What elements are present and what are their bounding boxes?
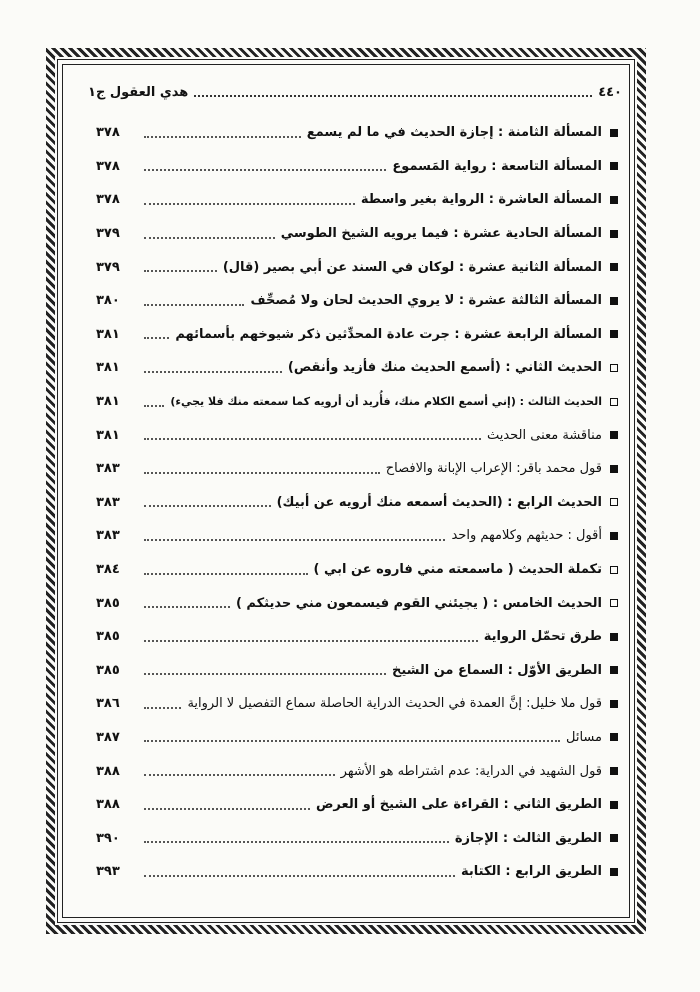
toc-entry-title: الطريق الأوّل : السماع من الشيخ <box>391 662 602 678</box>
toc-entry <box>96 855 618 889</box>
toc-entry-page: ٣٧٨ <box>96 158 120 174</box>
toc-entry <box>96 183 618 217</box>
toc-entry-page: ٣٧٩ <box>96 259 120 275</box>
leader-dots <box>144 665 386 675</box>
filled-square-bullet-icon <box>610 767 618 775</box>
toc-entry <box>96 721 618 755</box>
open-square-bullet-icon <box>610 398 618 406</box>
toc-entry-page: ٣٨٧ <box>96 729 120 745</box>
toc-entry-page: ٣٨٣ <box>96 494 120 510</box>
toc-entry-page: ٣٨١ <box>96 394 120 410</box>
table-of-contents <box>96 116 618 889</box>
toc-entry <box>96 116 618 150</box>
toc-entry <box>96 318 618 352</box>
leader-dots <box>144 833 449 843</box>
toc-entry <box>96 217 618 251</box>
open-square-bullet-icon <box>610 566 618 574</box>
filled-square-bullet-icon <box>610 196 618 204</box>
toc-entry-title: تكملة الحديث ( ماسمعته مني فاروه عن ابي ) <box>313 562 602 578</box>
filled-square-bullet-icon <box>610 263 618 271</box>
filled-square-bullet-icon <box>610 129 618 137</box>
running-title: هدي العقول ج١ <box>88 84 189 100</box>
toc-entry-page: ٣٨٦ <box>96 696 120 712</box>
leader-dots <box>144 329 169 339</box>
filled-square-bullet-icon <box>610 700 618 708</box>
leader-dots <box>144 732 560 742</box>
toc-entry-page: ٣٨١ <box>96 427 120 443</box>
toc-entry-page: ٣٩٠ <box>96 830 120 846</box>
toc-entry <box>96 654 618 688</box>
toc-entry <box>96 620 618 654</box>
toc-entry <box>96 284 618 318</box>
toc-entry <box>96 250 618 284</box>
toc-entry-title: مناقشة معنى الحديث <box>486 427 602 443</box>
filled-square-bullet-icon <box>610 666 618 674</box>
filled-square-bullet-icon <box>610 162 618 170</box>
filled-square-bullet-icon <box>610 230 618 238</box>
toc-entry <box>96 553 618 587</box>
toc-entry-page: ٣٩٣ <box>96 864 120 880</box>
open-square-bullet-icon <box>610 498 618 506</box>
toc-entry <box>96 150 618 184</box>
toc-entry-title: مسائل <box>566 729 602 745</box>
toc-entry-page: ٣٨١ <box>96 326 120 342</box>
toc-entry-title: الحديث الثاني : (أسمع الحديث منك فأزيد وأنقص) <box>287 360 602 376</box>
toc-entry-page: ٣٨٥ <box>96 662 120 678</box>
toc-entry-title: قول محمد باقر: الإعراب الإبانة والافصاح <box>385 461 602 477</box>
open-square-bullet-icon <box>610 364 618 372</box>
toc-entry-page: ٣٧٩ <box>96 226 120 242</box>
leader-dots <box>144 766 335 776</box>
leader-dots <box>144 262 217 272</box>
leader-dots <box>144 363 282 373</box>
leader-dots <box>144 699 181 709</box>
toc-entry-title: الطريق الثاني : القراءة على الشيخ أو العرض <box>315 797 602 813</box>
toc-entry-title: المسألة الحادية عشرة : فيما يرويه الشيخ الطوسي <box>280 226 602 242</box>
leader-dots <box>144 430 481 440</box>
toc-entry <box>96 687 618 721</box>
toc-entry-title: المسألة التاسعة : رواية المَسموع <box>392 158 602 174</box>
toc-entry-title: الطريق الرابع : الكتابة <box>461 864 602 880</box>
toc-entry-title: قول ملا خليل: إنَّ العمدة في الحديث الدراية الحاصلة سماع التفصيل لا الرواية <box>187 696 602 712</box>
filled-square-bullet-icon <box>610 297 618 305</box>
toc-entry-title: الحديث الخامس : ( يجيئني القوم فيسمعون مني حديثكم ) <box>235 595 602 611</box>
toc-entry-page: ٣٧٨ <box>96 192 120 208</box>
running-header <box>88 80 622 104</box>
leader-dots <box>144 296 244 306</box>
toc-entry-title: طرق تحمّل الرواية <box>483 629 602 645</box>
toc-entry-title: الحديث الثالث : (إني أسمع الكلام منك، فأُريد أن أرويه كما سمعته منك فلا يجيء) <box>170 395 602 409</box>
toc-entry <box>96 519 618 553</box>
leader-dots <box>144 397 164 407</box>
toc-entry-title: أقول : حديثهم وكلامهم واحد <box>451 528 602 544</box>
toc-entry <box>96 385 618 419</box>
toc-entry-page: ٣٨٨ <box>96 763 120 779</box>
leader-dots <box>144 161 386 171</box>
toc-entry <box>96 452 618 486</box>
toc-entry-page: ٣٨٠ <box>96 293 120 309</box>
page-number: ٤٤٠ <box>598 84 622 100</box>
toc-entry-page: ٣٨٥ <box>96 595 120 611</box>
toc-entry-title: المسألة العاشرة : الرواية بغير واسطة <box>360 192 602 208</box>
toc-entry <box>96 821 618 855</box>
leader-dots <box>144 598 230 608</box>
toc-entry <box>96 351 618 385</box>
toc-entry-page: ٣٨٥ <box>96 629 120 645</box>
leader-dots <box>144 531 445 541</box>
filled-square-bullet-icon <box>610 532 618 540</box>
toc-entry-page: ٣٨٤ <box>96 562 120 578</box>
filled-square-bullet-icon <box>610 801 618 809</box>
leader-dots <box>144 800 310 810</box>
leader-dots <box>144 128 301 138</box>
toc-entry <box>96 418 618 452</box>
leader-dots <box>144 229 275 239</box>
filled-square-bullet-icon <box>610 834 618 842</box>
header-leader-dots <box>194 87 592 97</box>
toc-entry-page: ٣٨٨ <box>96 797 120 813</box>
toc-entry-page: ٣٨٣ <box>96 528 120 544</box>
toc-entry-page: ٣٨١ <box>96 360 120 376</box>
filled-square-bullet-icon <box>610 733 618 741</box>
filled-square-bullet-icon <box>610 465 618 473</box>
open-square-bullet-icon <box>610 599 618 607</box>
toc-entry-title: المسألة الثانية عشرة : لوكان في السند عن أبي بصير (قال) <box>222 259 602 275</box>
filled-square-bullet-icon <box>610 431 618 439</box>
toc-entry-title: المسألة الثالثة عشرة : لا يروي الحديث لحان ولا مُصحِّف <box>250 293 602 309</box>
filled-square-bullet-icon <box>610 868 618 876</box>
toc-entry <box>96 754 618 788</box>
toc-entry-title: الطريق الثالث : الإجازة <box>454 830 602 846</box>
leader-dots <box>144 195 355 205</box>
toc-entry <box>96 486 618 520</box>
leader-dots <box>144 497 271 507</box>
leader-dots <box>144 464 380 474</box>
filled-square-bullet-icon <box>610 330 618 338</box>
toc-entry-page: ٣٧٨ <box>96 125 120 141</box>
leader-dots <box>144 632 478 642</box>
leader-dots <box>144 867 455 877</box>
filled-square-bullet-icon <box>610 633 618 641</box>
toc-entry-page: ٣٨٣ <box>96 461 120 477</box>
toc-entry-title: قول الشهيد في الدراية: عدم اشتراطه هو الأشهر <box>340 763 602 779</box>
toc-entry-title: المسألة الثامنة : إجازة الحديث في ما لم يسمع <box>306 125 602 141</box>
toc-entry-title: الحديث الرابع : (الحديث أسمعه منك أرويه عن أبيك) <box>276 494 602 510</box>
toc-entry <box>96 788 618 822</box>
leader-dots <box>144 565 308 575</box>
toc-entry-title: المسألة الرابعة عشرة : جرت عادة المحدِّثين ذكر شيوخهم بأسمائهم <box>175 326 602 342</box>
toc-entry <box>96 586 618 620</box>
